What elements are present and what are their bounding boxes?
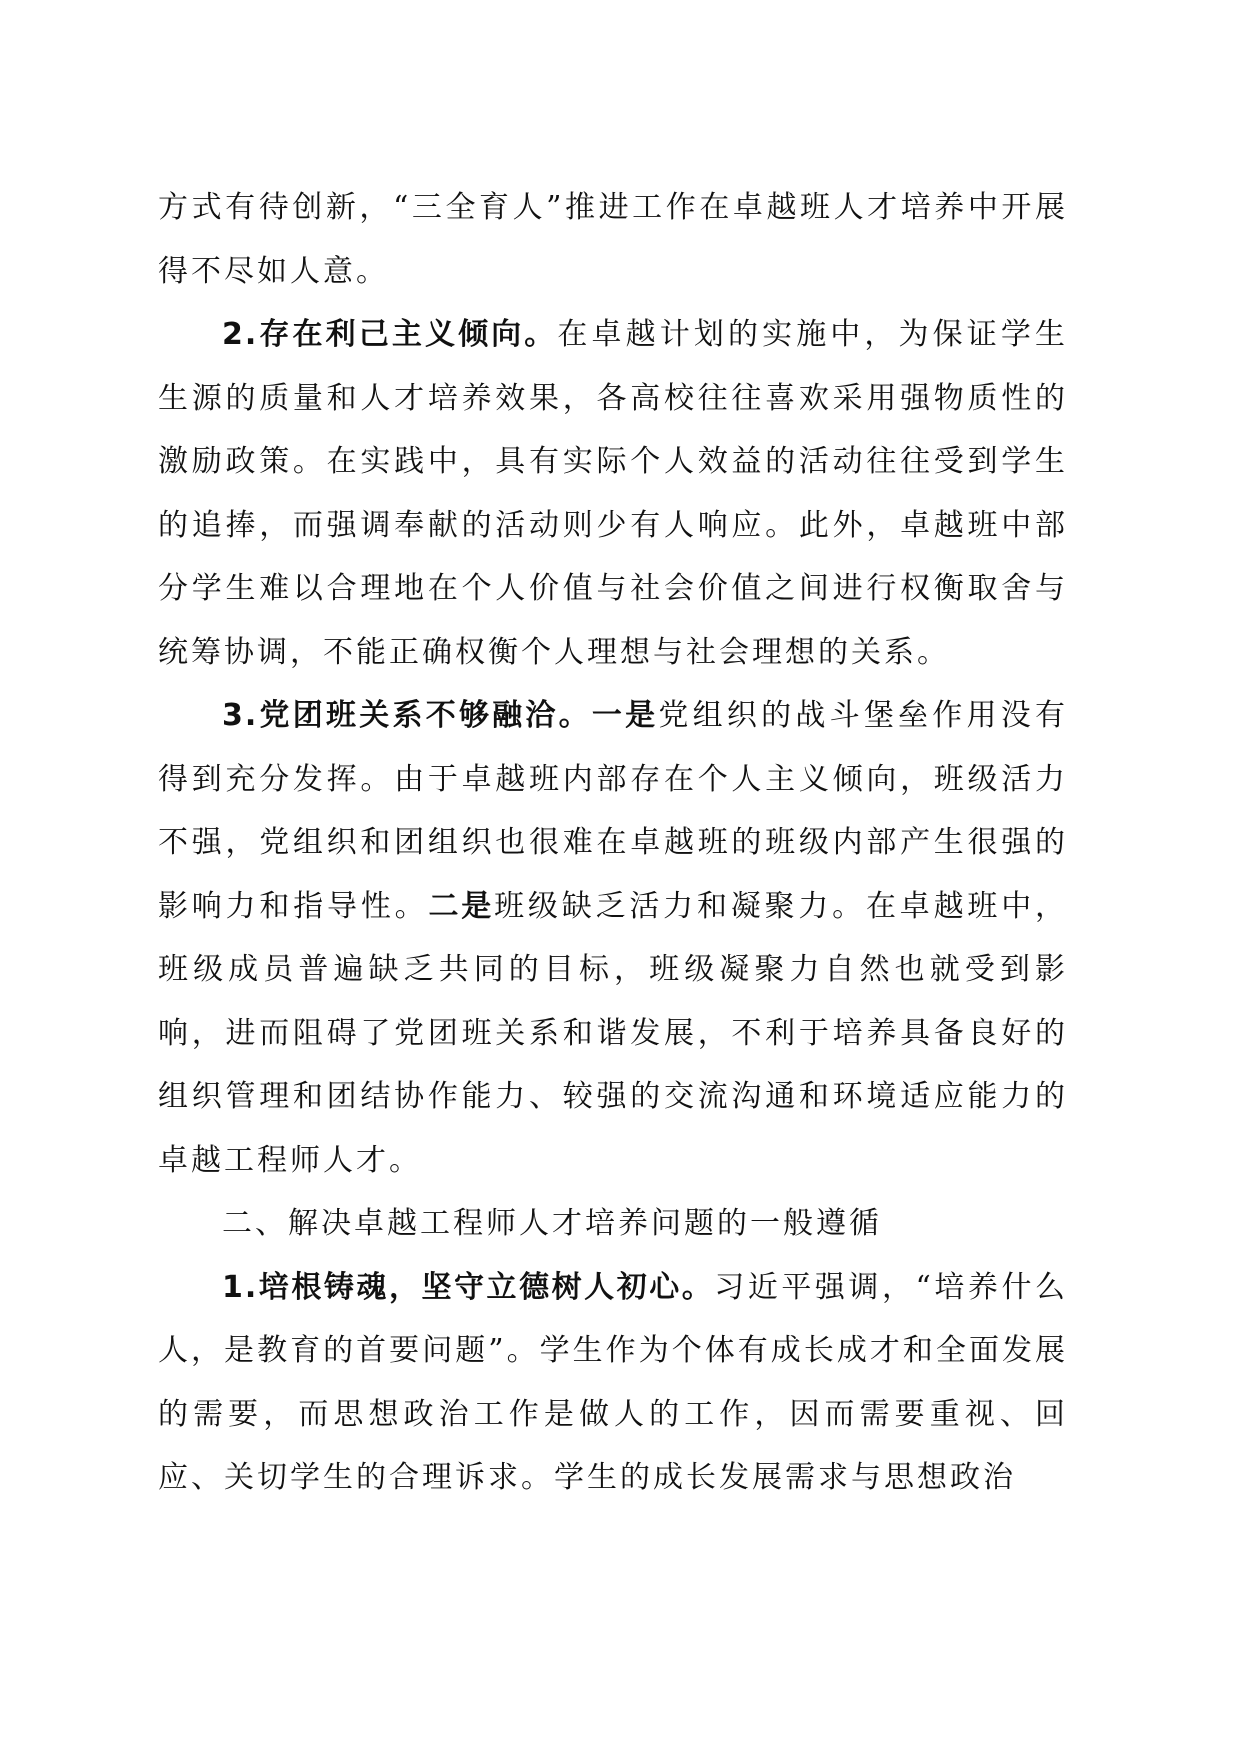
item-3-second-marker: 二是 (428, 888, 495, 924)
item-1-title: 1.培根铸魂，坚守立德树人初心。 (222, 1269, 715, 1305)
item-3-second-body: 班级缺乏活力和凝聚力。在卓越班中，班级成员普遍缺乏共同的目标，班级凝聚力自然也就受到影响，进而阻碍了党团班关系和谐发展，不利于培养具备良好的组织管理和团结协作能力、较强的交流沟通和环境适应能力的卓越工程师人才。 (158, 888, 1069, 1178)
paragraph-item-1 (158, 1256, 1068, 1510)
section-2-heading: 二、解决卓越工程师人才培养问题的一般遵循 (222, 1206, 882, 1241)
paragraph-item-2 (158, 303, 1068, 684)
document-body (158, 176, 1068, 1510)
paragraph-continuation-text: 方式有待创新，“三全育人”推进工作在卓越班人才培养中开展得不尽如人意。 (158, 190, 1068, 289)
paragraph-item-3 (158, 684, 1068, 1192)
item-3-first-body: 党组织的战斗堡垒作用没有得到充分发挥。由于卓越班内部存在个人主义倾向，班级活力不强，党组织和团组织也很难在卓越班的班级内部产生很强的影响力和指导性。 (158, 698, 1069, 924)
paragraph-continuation (158, 176, 1068, 303)
item-2-body: 在卓越计划的实施中，为保证学生生源的质量和人才培养效果，各高校往往喜欢采用强物质性的激励政策。在实践中，具有实际个人效益的活动往往受到学生的追捧，而强调奉献的活动则少有人响应。此外，卓越班中部分学生难以合理地在个人价值与社会价值之间进行权衡取舍与统筹协调，不能正确权衡个人理想与社会理想的关系。 (158, 317, 1068, 670)
item-1-body: 习近平强调，“培养什么人，是教育的首要问题”。学生作为个体有成长成才和全面发展的需要，而思想政治工作是做人的工作，因而需要重视、回应、关切学生的合理诉求。学生的成长发展需求与思想政治 (158, 1269, 1068, 1495)
item-3-title: 3.党团班关系不够融洽。 (222, 698, 592, 733)
item-3-first-marker: 一是 (591, 698, 659, 733)
item-2-title: 2.存在利己主义倾向。 (222, 317, 558, 352)
